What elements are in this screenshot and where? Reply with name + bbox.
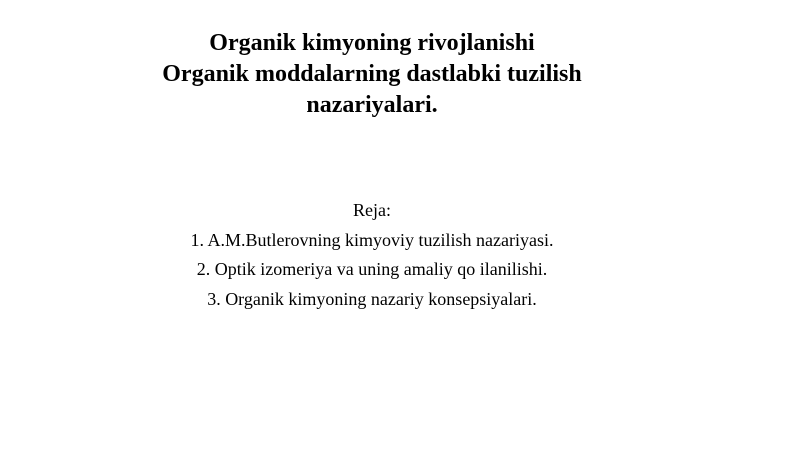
title-line-2: Organik moddalarning dastlabki tuzilish bbox=[162, 61, 582, 87]
title-line-1: Organik kimyoning rivojlanishi bbox=[209, 30, 535, 56]
title-line-3: nazariyalari. bbox=[306, 92, 438, 118]
plan-item-3: 3. Organik kimyoning nazariy konsepsiyalari. bbox=[207, 288, 537, 309]
slide-title bbox=[112, 28, 632, 121]
plan-item-1: 1. A.M.Butlerovning kimyoviy tuzilish nazariyasi. bbox=[190, 229, 554, 250]
plan-list bbox=[112, 226, 632, 315]
plan-item-2: 2. Optik izomeriya va uning amaliy qo ilanilishi. bbox=[196, 259, 548, 279]
plan-heading: Reja: bbox=[353, 200, 391, 220]
plan-section bbox=[112, 196, 632, 314]
